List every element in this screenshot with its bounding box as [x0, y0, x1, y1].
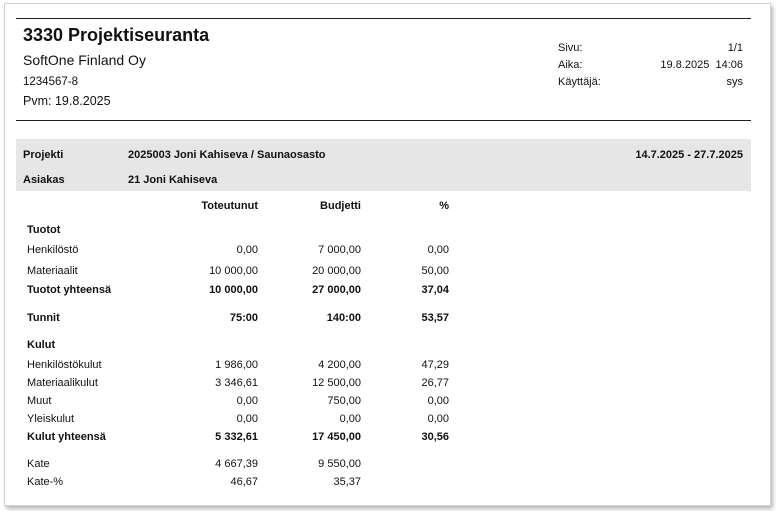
row-percent-value: 0,00 — [427, 413, 449, 425]
row-actual-value: 5 332,61 — [215, 431, 258, 443]
row-actual-value: 10 000,00 — [209, 284, 258, 296]
row-actual-value: 4 667,39 — [215, 458, 258, 470]
row-actual-value: 10 000,00 — [209, 265, 258, 277]
row-label: Kate-% — [27, 476, 64, 488]
row-label: Materiaalit — [27, 265, 78, 277]
row-label: Kate — [27, 458, 50, 470]
row-actual-value: 1 986,00 — [215, 359, 258, 371]
row-percent-value: 47,29 — [421, 359, 449, 371]
row-budget-value: 7 000,00 — [318, 244, 361, 256]
row-label: Materiaalikulut — [27, 377, 98, 389]
report-date: Pvm: 19.8.2025 — [23, 94, 111, 108]
row-actual-value: 46,67 — [230, 476, 258, 488]
row-budget-value: 0,00 — [339, 413, 361, 425]
row-label: Yleiskulut — [27, 413, 75, 425]
row-budget-value: 12 500,00 — [312, 377, 361, 389]
row-budget-value: 27 000,00 — [312, 284, 361, 296]
row-percent-value: 53,57 — [421, 312, 449, 324]
project-value: 2025003 Joni Kahiseva / Saunaosasto — [128, 149, 326, 161]
page-value: 1/1 — [727, 42, 743, 54]
user-label: Käyttäjä: — [558, 76, 601, 88]
row-budget-value: 4 200,00 — [318, 359, 361, 371]
top-rule — [16, 18, 751, 19]
row-percent-value: 0,00 — [427, 395, 449, 407]
row-budget-value: 20 000,00 — [312, 265, 361, 277]
project-period: 14.7.2025 - 27.7.2025 — [635, 149, 743, 161]
report-page — [4, 3, 771, 506]
row-label: Kulut yhteensä — [27, 431, 106, 443]
row-actual-value: 3 346,61 — [215, 377, 258, 389]
row-budget-value: 140:00 — [326, 312, 361, 324]
row-actual-value: 75:00 — [229, 312, 258, 324]
row-label: Kulut — [27, 339, 56, 351]
row-label: Henkilöstö — [27, 244, 79, 256]
row-label: Tuotot — [27, 224, 61, 236]
column-header-percent: % — [439, 200, 449, 212]
row-percent-value: 37,04 — [421, 284, 449, 296]
row-label: Tuotot yhteensä — [27, 284, 112, 296]
page-label: Sivu: — [558, 42, 583, 54]
row-percent-value: 30,56 — [421, 431, 449, 443]
row-percent-value: 0,00 — [427, 244, 449, 256]
row-actual-value: 0,00 — [236, 413, 258, 425]
customer-label: Asiakas — [23, 174, 65, 186]
header-rule — [16, 120, 751, 121]
column-header-actual: Toteutunut — [201, 200, 258, 212]
row-budget-value: 750,00 — [327, 395, 361, 407]
row-label: Muut — [27, 395, 52, 407]
row-label: Henkilöstökulut — [27, 359, 102, 371]
report-title: 3330 Projektiseuranta — [23, 25, 210, 45]
project-label: Projekti — [23, 149, 64, 161]
row-budget-value: 35,37 — [333, 476, 361, 488]
business-id: 1234567-8 — [23, 76, 78, 88]
row-actual-value: 0,00 — [236, 244, 258, 256]
row-percent-value: 50,00 — [421, 265, 449, 277]
row-actual-value: 0,00 — [236, 395, 258, 407]
row-label: Tunnit — [27, 312, 60, 324]
row-budget-value: 9 550,00 — [318, 458, 361, 470]
user-value: sys — [726, 76, 743, 88]
project-band — [16, 139, 751, 191]
row-budget-value: 17 450,00 — [312, 431, 361, 443]
time-value: 19.8.2025 14:06 — [660, 59, 743, 71]
time-label: Aika: — [558, 59, 583, 71]
customer-value: 21 Joni Kahiseva — [128, 174, 218, 186]
company-name: SoftOne Finland Oy — [23, 52, 146, 68]
row-percent-value: 26,77 — [421, 377, 449, 389]
column-header-budget: Budjetti — [320, 200, 361, 212]
